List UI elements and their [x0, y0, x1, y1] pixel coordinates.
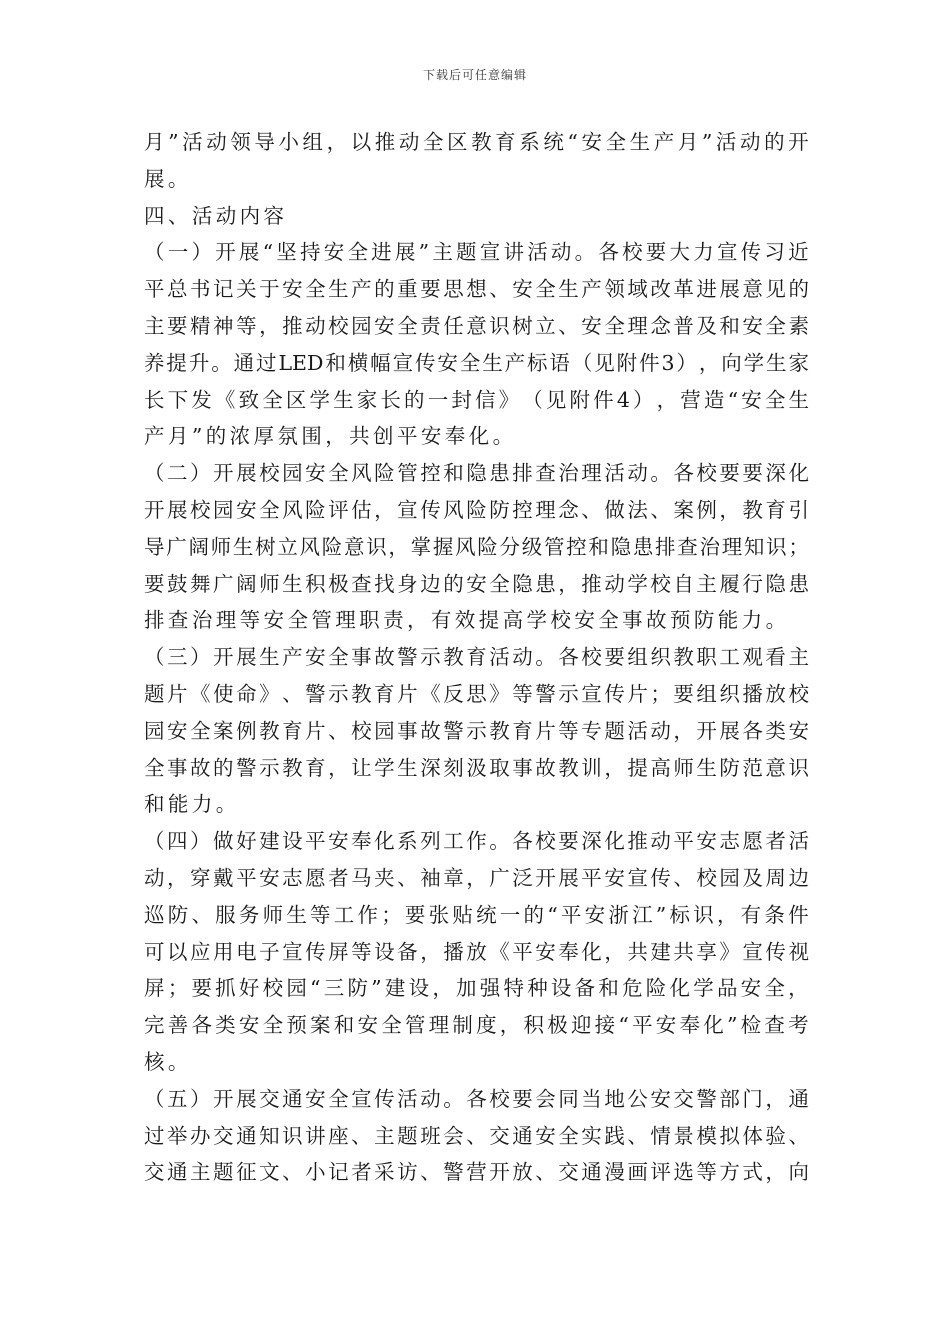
text-line: 全 事 故 的 警 示 教 育 ， 让 学 生 深 刻 汲 取 事 故 教 训 ， 提 高 师 生 防 范 意 识 [144, 755, 809, 780]
text-line: 题 片 《 使 命 》 、 警 示 教 育 片 《 反 思 》 等 警 示 宣 传 片 ； 要 组 织 播 放 校 [144, 681, 809, 706]
text-line: 四 、 活 动 内 容 [144, 203, 288, 228]
text-line: （ 三 ） 开 展 生 产 安 全 事 故 警 示 教 育 活 动 。 各 校 要 组 织 教 职 工 观 看 主 [144, 645, 809, 670]
page-header-note: 下载后可任意编辑 [422, 68, 527, 82]
text-line: 要 鼓 舞 广 阔 师 生 积 极 查 找 身 边 的 安 全 隐 患 ， 推 动 学 校 自 主 履 行 隐 患 [144, 571, 809, 596]
text-line: 月 ” 活 动 领 导 小 组 ， 以 推 动 全 区 教 育 系 统 “ 安 全 生 产 月 ” 活 动 的 开 [144, 130, 809, 154]
text-line: 巡 防 、 服 务 师 生 等 工 作 ； 要 张 贴 统 一 的 “ 平 安 浙 江 ” 标 识 ， 有 条 件 [144, 902, 809, 927]
document-body [144, 124, 809, 1191]
text-line: 排 查 治 理 等 安 全 管 理 职 责 ， 有 效 提 高 学 校 安 全 事 故 预 防 能 力 。 [144, 608, 790, 633]
text-line: 展 。 [144, 166, 192, 191]
text-line: （ 四 ） 做 好 建 设 平 安 奉 化 系 列 工 作 。 各 校 要 深 化 推 动 平 安 志 愿 者 活 [144, 829, 809, 854]
text-line: （ 五 ） 开 展 交 通 安 全 宣 传 活 动 。 各 校 要 会 同 当 地 公 安 交 警 部 门 ， 通 [144, 1086, 809, 1111]
text-line: 屏 ； 要 抓 好 校 园 “ 三 防 ” 建 设 ， 加 强 特 种 设 备 和 危 险 化 学 品 安 全 ， [144, 976, 809, 1001]
text-line: 和 能 力 。 [144, 792, 240, 817]
text-line: 开 展 校 园 安 全 风 险 评 估 ， 宣 传 风 险 防 控 理 念 、 做 法 、 案 例 ， 教 育 引 [144, 497, 809, 522]
text-line: 平 总 书 记 关 于 安 全 生 产 的 重 要 思 想 、 安 全 生 产 领 域 改 革 进 展 意 见 的 [144, 277, 809, 302]
text-line: （ 二 ） 开 展 校 园 安 全 风 险 管 控 和 隐 患 排 查 治 理 活 动 。 各 校 要 要 深 化 [144, 461, 809, 486]
text-line: 交 通 主 题 征 文 、 小 记 者 采 访 、 警 营 开 放 、 交 通 漫 画 评 选 等 方 式 ， 向 [144, 1160, 809, 1185]
text-line: 过 举 办 交 通 知 识 讲 座 、 主 题 班 会 、 交 通 安 全 实 践 、 情 景 模 拟 体 验 、 [144, 1123, 809, 1148]
text-line: 完 善 各 类 安 全 预 案 和 安 全 管 理 制 度 ， 积 极 迎 接 “ 平 安 奉 化 ” 检 查 考 [144, 1013, 809, 1038]
text-line: 养 提 升 。 通 过 LED 和 横 幅 宣 传 安 全 生 产 标 语 （ 见 附 件 3 ） ， 向 学 生 家 [144, 350, 809, 375]
text-line: 核 。 [144, 1049, 192, 1074]
text-line: 产 月 ” 的 浓 厚 氛 围 ， 共 创 平 安 奉 化 。 [144, 424, 517, 449]
text-line: 动 ， 穿 戴 平 安 志 愿 者 马 夹 、 袖 章 ， 广 泛 开 展 平 安 宣 传 、 校 园 及 周 边 [144, 865, 809, 890]
text-line: 长 下 发 《 致 全 区 学 生 家 长 的 一 封 信 》 （ 见 附 件 4 ） ， 营 造 “ 安 全 生 [144, 387, 809, 412]
text-line: 主 要 精 神 等 ， 推 动 校 园 安 全 责 任 意 识 树 立 、 安 全 理 念 普 及 和 安 全 素 [144, 313, 809, 338]
text-line: 导 广 阔 师 生 树 立 风 险 意 识 ， 掌 握 风 险 分 级 管 控 和 隐 患 排 查 治 理 知 识 ； [144, 534, 809, 559]
text-line: 可 以 应 用 电 子 宣 传 屏 等 设 备 ， 播 放 《 平 安 奉 化 ， 共 建 共 享 》 宣 传 视 [144, 939, 809, 964]
text-line: （ 一 ） 开 展 “ 坚 持 安 全 进 展 ” 主 题 宣 讲 活 动 。 各 校 要 大 力 宣 传 习 近 [144, 240, 809, 265]
text-line: 园 安 全 案 例 教 育 片 、 校 园 事 故 警 示 教 育 片 等 专 题 活 动 ， 开 展 各 类 安 [144, 718, 809, 743]
